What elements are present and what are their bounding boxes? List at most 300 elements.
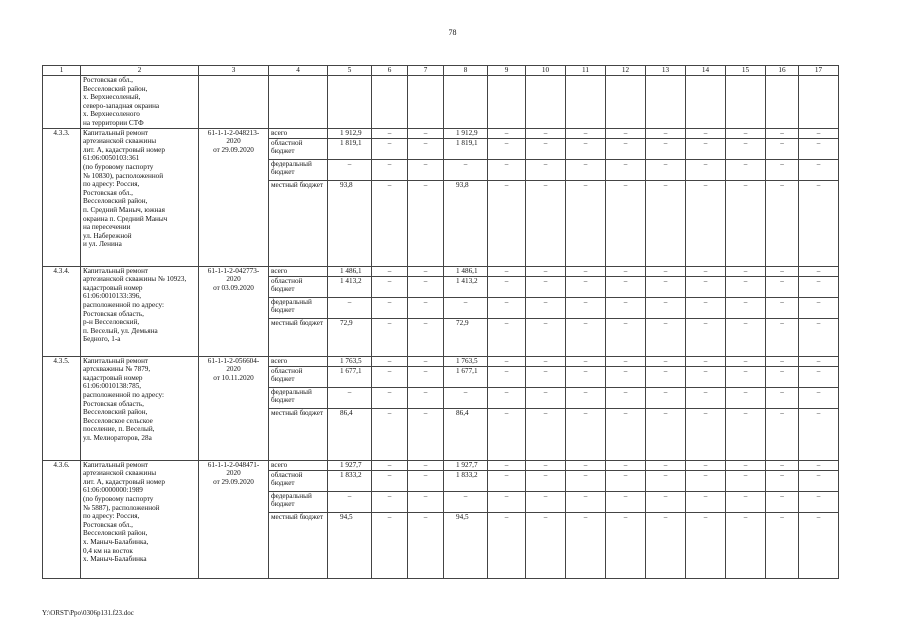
value-col8: 1 763,5: [444, 356, 488, 366]
column-number: 6: [372, 66, 408, 76]
dash-cell: –: [606, 366, 646, 387]
dash-cell: –: [766, 470, 799, 491]
dash-cell: –: [606, 159, 646, 180]
dash-cell: –: [408, 266, 444, 276]
registration-code: 61-1-1-2-056604-2020: [207, 356, 260, 374]
budget-label: федеральный бюджет: [269, 387, 328, 408]
description-line: Капитальный ремонт: [83, 266, 149, 275]
dash-cell: –: [408, 512, 444, 578]
dash-cell: –: [408, 276, 444, 297]
column-number: 9: [488, 66, 526, 76]
column-number: 5: [328, 66, 372, 76]
dash-cell: –: [766, 356, 799, 366]
dash-cell: –: [526, 266, 566, 276]
value-col8: 93,8: [444, 180, 488, 266]
empty-cell: [372, 76, 408, 129]
description-line: Ростовская обл.,: [83, 188, 133, 197]
description-line: х. Верхнесоленого: [83, 110, 140, 119]
dash-cell: –: [606, 266, 646, 276]
dash-cell: –: [646, 366, 686, 387]
value-total: 86,4: [328, 408, 372, 460]
dash-cell: –: [766, 180, 799, 266]
dash-cell: –: [726, 138, 766, 159]
dash-cell: –: [606, 276, 646, 297]
dash-cell: –: [799, 266, 839, 276]
dash-cell: –: [566, 408, 606, 460]
dash-cell: –: [372, 356, 408, 366]
value-total: 72,9: [328, 318, 372, 356]
description-line: по адресу: Россия,: [83, 180, 140, 189]
dash-cell: –: [646, 276, 686, 297]
description-line: кадастровый номер: [83, 283, 143, 292]
dash-cell: –: [646, 266, 686, 276]
dash-cell: –: [566, 491, 606, 512]
dash-cell: –: [799, 318, 839, 356]
budget-label: местный бюджет: [269, 512, 328, 578]
description-line: Весселовский район,: [83, 197, 148, 206]
description-line: расположенной по адресу:: [83, 390, 164, 399]
dash-cell: –: [646, 470, 686, 491]
dash-cell: –: [526, 387, 566, 408]
registration-cell: [199, 460, 269, 578]
description-line: расположенной по адресу:: [83, 300, 164, 309]
column-number: 3: [199, 66, 269, 76]
budget-label: федеральный бюджет: [269, 159, 328, 180]
dash-cell: –: [372, 297, 408, 318]
dash-cell: –: [646, 128, 686, 138]
dash-cell: –: [526, 470, 566, 491]
dash-cell: –: [799, 491, 839, 512]
dash-cell: –: [766, 138, 799, 159]
dash-cell: –: [646, 387, 686, 408]
dash-cell: –: [766, 460, 799, 470]
dash-cell: –: [566, 266, 606, 276]
column-number: 2: [81, 66, 199, 76]
dash-cell: –: [726, 491, 766, 512]
description-line: Весселовский район,: [83, 408, 148, 417]
dash-cell: –: [646, 512, 686, 578]
column-number-row: [43, 66, 839, 76]
description-line: х. Верхнесоленый,: [83, 93, 141, 102]
budget-row: [43, 460, 839, 470]
value-col8: –: [444, 387, 488, 408]
dash-cell: –: [686, 512, 726, 578]
description-line: поселение, п. Веселый,: [83, 425, 155, 434]
dash-cell: –: [726, 470, 766, 491]
description-line: и ул. Ленина: [83, 240, 122, 249]
empty-cell: [566, 76, 606, 129]
dash-cell: –: [646, 180, 686, 266]
column-number: 4: [269, 66, 328, 76]
dash-cell: –: [408, 297, 444, 318]
dash-cell: –: [766, 408, 799, 460]
description-line: кадастровый номер: [83, 373, 143, 382]
description-line: р-н Весселовский,: [83, 318, 140, 327]
dash-cell: –: [408, 408, 444, 460]
budget-label: местный бюджет: [269, 180, 328, 266]
dash-cell: –: [488, 356, 526, 366]
dash-cell: –: [488, 266, 526, 276]
budget-label: федеральный бюджет: [269, 297, 328, 318]
dash-cell: –: [686, 276, 726, 297]
row-number-cell: [43, 76, 81, 129]
dash-cell: –: [646, 318, 686, 356]
dash-cell: –: [566, 366, 606, 387]
dash-cell: –: [686, 356, 726, 366]
empty-cell: [526, 76, 566, 129]
dash-cell: –: [408, 159, 444, 180]
description-line: лит. А, кадастровый номер: [83, 145, 165, 154]
dash-cell: –: [799, 366, 839, 387]
description-line: Ростовская область,: [83, 309, 144, 318]
budget-label: федеральный бюджет: [269, 491, 328, 512]
dash-cell: –: [606, 297, 646, 318]
dash-cell: –: [686, 460, 726, 470]
description-line: х. Маныч-Балабинка: [83, 555, 147, 564]
registration-code: 61-1-1-2-048471-2020: [207, 460, 260, 478]
dash-cell: –: [566, 128, 606, 138]
dash-cell: –: [526, 128, 566, 138]
row-number-cell: 4.3.6.: [43, 460, 81, 578]
dash-cell: –: [799, 512, 839, 578]
dash-cell: –: [606, 138, 646, 159]
dash-cell: –: [372, 460, 408, 470]
description-line: № 10830), расположенной: [83, 171, 164, 180]
dash-cell: –: [488, 470, 526, 491]
column-number: 16: [766, 66, 799, 76]
dash-cell: –: [408, 128, 444, 138]
dash-cell: –: [766, 159, 799, 180]
value-total: –: [328, 387, 372, 408]
dash-cell: –: [726, 159, 766, 180]
value-total: –: [328, 491, 372, 512]
description-line: 61:06:0000000:1989: [83, 486, 143, 495]
value-total: 1 912,9: [328, 128, 372, 138]
dash-cell: –: [408, 318, 444, 356]
dash-cell: –: [408, 387, 444, 408]
dash-cell: –: [488, 408, 526, 460]
dash-cell: –: [799, 159, 839, 180]
description-line: артезианской скважины: [83, 137, 157, 146]
value-col8: 1 833,2: [444, 470, 488, 491]
dash-cell: –: [526, 512, 566, 578]
dash-cell: –: [566, 180, 606, 266]
description-line: 61:06:0050103:361: [83, 154, 140, 163]
description-line: (по буровому паспорту: [83, 494, 154, 503]
dash-cell: –: [726, 276, 766, 297]
budget-label: местный бюджет: [269, 408, 328, 460]
description-line: лит. А, кадастровый номер: [83, 477, 165, 486]
budget-row: [43, 128, 839, 138]
dash-cell: –: [488, 138, 526, 159]
dash-cell: –: [566, 460, 606, 470]
dash-cell: –: [372, 512, 408, 578]
description-line: Ростовская область,: [83, 399, 144, 408]
dash-cell: –: [566, 159, 606, 180]
registration-cell: [199, 128, 269, 266]
description-line: Капитальный ремонт: [83, 460, 149, 469]
dash-cell: –: [646, 159, 686, 180]
dash-cell: –: [799, 138, 839, 159]
dash-cell: –: [686, 318, 726, 356]
description-line: п. Веселый, ул. Демьяна: [83, 326, 158, 335]
registration-date: от 10.11.2020: [213, 373, 254, 382]
dash-cell: –: [646, 491, 686, 512]
registration-cell: [199, 266, 269, 356]
dash-cell: –: [372, 470, 408, 491]
dash-cell: –: [566, 276, 606, 297]
value-col8: 72,9: [444, 318, 488, 356]
dash-cell: –: [726, 512, 766, 578]
dash-cell: –: [408, 138, 444, 159]
registration-date: от 29.09.2020: [213, 145, 254, 154]
value-total: 93,8: [328, 180, 372, 266]
budget-row: [43, 356, 839, 366]
registration-code: 61-1-1-2-048213-2020: [207, 128, 260, 146]
dash-cell: –: [408, 366, 444, 387]
row-number-cell: 4.3.5.: [43, 356, 81, 460]
value-total: 1 819,1: [328, 138, 372, 159]
budget-label: местный бюджет: [269, 318, 328, 356]
budget-label: всего: [269, 460, 328, 470]
registration-date: от 03.09.2020: [213, 283, 254, 292]
description-line: артскважины № 7879,: [83, 365, 151, 374]
dash-cell: –: [488, 276, 526, 297]
dash-cell: –: [799, 387, 839, 408]
description-line: артезианской скважины № 10923,: [83, 275, 187, 284]
dash-cell: –: [606, 387, 646, 408]
dash-cell: –: [488, 159, 526, 180]
value-total: 1 927,7: [328, 460, 372, 470]
dash-cell: –: [372, 128, 408, 138]
dash-cell: –: [686, 408, 726, 460]
dash-cell: –: [799, 356, 839, 366]
description-line: № 5887), расположенной: [83, 503, 160, 512]
description-line: окраина п. Средний Маныч: [83, 214, 168, 223]
description-line: Весселовское сельское: [83, 416, 153, 425]
description-line: п. Средний Маныч, южная: [83, 205, 165, 214]
dash-cell: –: [646, 460, 686, 470]
dash-cell: –: [526, 297, 566, 318]
value-col8: 1 912,9: [444, 128, 488, 138]
dash-cell: –: [488, 297, 526, 318]
dash-cell: –: [488, 460, 526, 470]
dash-cell: –: [372, 387, 408, 408]
dash-cell: –: [726, 387, 766, 408]
dash-cell: –: [799, 128, 839, 138]
dash-cell: –: [526, 318, 566, 356]
column-number: 10: [526, 66, 566, 76]
value-total: 1 833,2: [328, 470, 372, 491]
dash-cell: –: [686, 470, 726, 491]
budget-label: областной бюджет: [269, 366, 328, 387]
empty-cell: [799, 76, 839, 129]
description-line: Ростовская обл.,: [83, 76, 133, 84]
description-line: по адресу: Россия,: [83, 512, 140, 521]
description-line: Капитальный ремонт: [83, 128, 149, 137]
page-number: 78: [448, 28, 457, 37]
dash-cell: –: [646, 356, 686, 366]
dash-cell: –: [766, 128, 799, 138]
dash-cell: –: [686, 491, 726, 512]
empty-cell: [199, 76, 269, 129]
dash-cell: –: [372, 266, 408, 276]
dash-cell: –: [408, 356, 444, 366]
value-col8: 1 927,7: [444, 460, 488, 470]
dash-cell: –: [526, 276, 566, 297]
column-number: 7: [408, 66, 444, 76]
value-total: 94,5: [328, 512, 372, 578]
budget-label: всего: [269, 128, 328, 138]
column-number: 8: [444, 66, 488, 76]
budget-label: областной бюджет: [269, 138, 328, 159]
dash-cell: –: [726, 356, 766, 366]
registration-date: от 29.09.2020: [213, 477, 254, 486]
description-cell: [81, 356, 199, 460]
dash-cell: –: [526, 366, 566, 387]
budget-label: всего: [269, 266, 328, 276]
dash-cell: –: [372, 159, 408, 180]
description-line: Весселовский район,: [83, 84, 148, 93]
dash-cell: –: [566, 138, 606, 159]
value-total: 1 486,1: [328, 266, 372, 276]
dash-cell: –: [372, 138, 408, 159]
value-col8: –: [444, 491, 488, 512]
dash-cell: –: [799, 297, 839, 318]
description-cell: [81, 128, 199, 266]
dash-cell: –: [372, 180, 408, 266]
row-number-cell: 4.3.3.: [43, 128, 81, 266]
description-line: х. Маныч-Балабинка,: [83, 537, 149, 546]
description-line: 61:06:0010133:396,: [83, 292, 142, 301]
dash-cell: –: [408, 180, 444, 266]
description-line: Капитальный ремонт: [83, 356, 149, 365]
dash-cell: –: [726, 128, 766, 138]
description-line: северо-западная окраина: [83, 101, 160, 110]
description-cell: [81, 266, 199, 356]
dash-cell: –: [566, 356, 606, 366]
dash-cell: –: [606, 491, 646, 512]
dash-cell: –: [372, 491, 408, 512]
empty-cell: [606, 76, 646, 129]
column-number: 14: [686, 66, 726, 76]
dash-cell: –: [526, 138, 566, 159]
column-number: 12: [606, 66, 646, 76]
dash-cell: –: [526, 159, 566, 180]
description-line: Ростовская обл.,: [83, 520, 133, 529]
dash-cell: –: [526, 356, 566, 366]
registration-cell: [199, 356, 269, 460]
dash-cell: –: [526, 408, 566, 460]
column-number: 15: [726, 66, 766, 76]
dash-cell: –: [526, 491, 566, 512]
dash-cell: –: [686, 159, 726, 180]
description-line: Бедного, 1-а: [83, 335, 121, 344]
description-cell: [81, 460, 199, 578]
value-col8: 94,5: [444, 512, 488, 578]
dash-cell: –: [488, 128, 526, 138]
description-cell: [81, 76, 199, 129]
dash-cell: –: [372, 318, 408, 356]
dash-cell: –: [606, 318, 646, 356]
empty-cell: [444, 76, 488, 129]
dash-cell: –: [766, 276, 799, 297]
dash-cell: –: [799, 460, 839, 470]
empty-cell: [726, 76, 766, 129]
dash-cell: –: [766, 266, 799, 276]
continuation-row: [43, 76, 839, 129]
budget-label: областной бюджет: [269, 276, 328, 297]
dash-cell: –: [566, 512, 606, 578]
dash-cell: –: [566, 318, 606, 356]
empty-cell: [269, 76, 328, 129]
dash-cell: –: [766, 366, 799, 387]
value-col8: 86,4: [444, 408, 488, 460]
dash-cell: –: [726, 366, 766, 387]
dash-cell: –: [566, 297, 606, 318]
dash-cell: –: [766, 491, 799, 512]
dash-cell: –: [372, 366, 408, 387]
column-number: 17: [799, 66, 839, 76]
empty-cell: [408, 76, 444, 129]
dash-cell: –: [488, 387, 526, 408]
dash-cell: –: [372, 408, 408, 460]
value-col8: 1 819,1: [444, 138, 488, 159]
column-number: 1: [43, 66, 81, 76]
budget-row: [43, 266, 839, 276]
dash-cell: –: [686, 266, 726, 276]
dash-cell: –: [799, 180, 839, 266]
description-line: на пересечении: [83, 223, 131, 232]
value-col8: 1 486,1: [444, 266, 488, 276]
column-number: 13: [646, 66, 686, 76]
budget-label: всего: [269, 356, 328, 366]
dash-cell: –: [606, 408, 646, 460]
column-number: 11: [566, 66, 606, 76]
dash-cell: –: [686, 180, 726, 266]
dash-cell: –: [606, 512, 646, 578]
dash-cell: –: [488, 512, 526, 578]
description-line: артезианской скважины: [83, 469, 157, 478]
dash-cell: –: [686, 366, 726, 387]
dash-cell: –: [646, 297, 686, 318]
dash-cell: –: [799, 470, 839, 491]
budget-label: областной бюджет: [269, 470, 328, 491]
dash-cell: –: [408, 460, 444, 470]
dash-cell: –: [646, 408, 686, 460]
description-line: 61:06:0010138:785,: [83, 382, 142, 391]
value-col8: 1 413,2: [444, 276, 488, 297]
dash-cell: –: [488, 180, 526, 266]
description-line: 0,4 км на восток: [83, 546, 133, 555]
description-line: Весселовский район,: [83, 529, 148, 538]
value-total: 1 763,5: [328, 356, 372, 366]
row-number-cell: 4.3.4.: [43, 266, 81, 356]
dash-cell: –: [686, 128, 726, 138]
dash-cell: –: [488, 318, 526, 356]
dash-cell: –: [606, 180, 646, 266]
dash-cell: –: [766, 297, 799, 318]
dash-cell: –: [606, 470, 646, 491]
dash-cell: –: [526, 180, 566, 266]
value-total: –: [328, 297, 372, 318]
empty-cell: [646, 76, 686, 129]
dash-cell: –: [526, 460, 566, 470]
dash-cell: –: [726, 180, 766, 266]
dash-cell: –: [726, 460, 766, 470]
value-total: 1 677,1: [328, 366, 372, 387]
dash-cell: –: [646, 138, 686, 159]
